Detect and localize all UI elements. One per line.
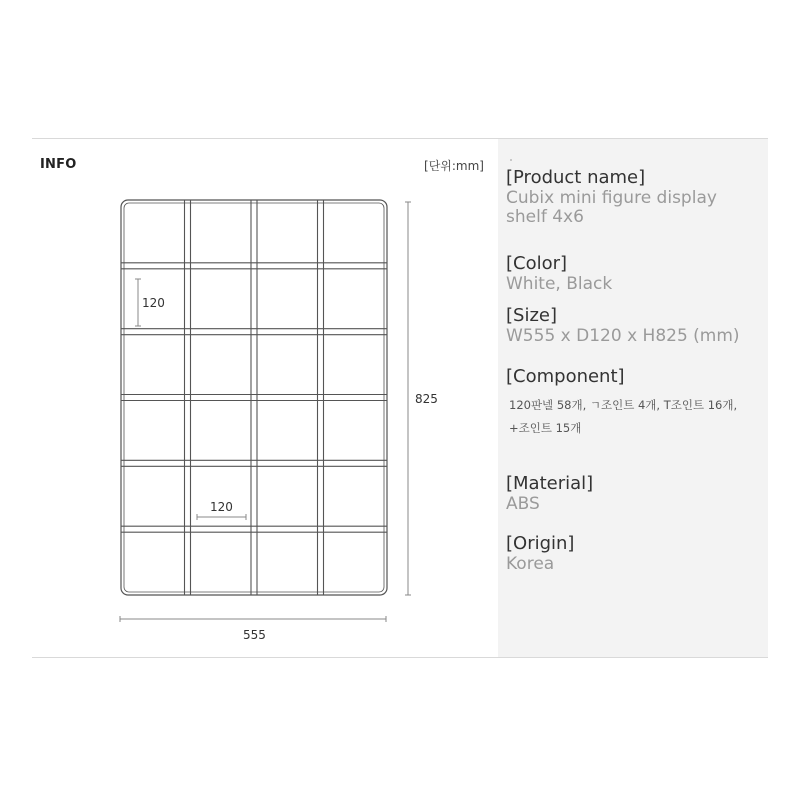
color-value: White, Black bbox=[506, 274, 613, 294]
material-heading: [Material] bbox=[506, 473, 594, 494]
spec-panel bbox=[498, 139, 768, 657]
width-label: 555 bbox=[243, 628, 266, 642]
size-heading: [Size] bbox=[506, 305, 557, 326]
cell-width-label: 120 bbox=[210, 500, 233, 514]
spec-color bbox=[506, 253, 612, 294]
spec-product-name bbox=[506, 167, 751, 227]
spec-component bbox=[506, 366, 737, 440]
material-value: ABS bbox=[506, 494, 540, 514]
component-line-1: 120판넬 58개, ㄱ조인트 4개, T조인트 16개, bbox=[509, 398, 738, 412]
shelf-inner-outline bbox=[124, 203, 384, 592]
shelf-outline bbox=[121, 200, 387, 595]
origin-heading: [Origin] bbox=[506, 533, 575, 554]
spec-origin bbox=[506, 533, 574, 574]
spec-material bbox=[506, 473, 593, 514]
info-frame bbox=[32, 138, 768, 658]
info-title: INFO bbox=[40, 157, 77, 172]
shelf-grid bbox=[121, 200, 387, 595]
color-heading: [Color] bbox=[506, 253, 568, 274]
diagram-panel bbox=[32, 139, 498, 657]
cell-height-label: 120 bbox=[142, 296, 165, 310]
component-heading: [Component] bbox=[506, 366, 625, 387]
product-name-value: Cubix mini figure display shelf 4x6 bbox=[506, 188, 717, 227]
size-value: W555 x D120 x H825 (mm) bbox=[506, 326, 740, 346]
height-label: 825 bbox=[415, 392, 438, 406]
decorative-dot bbox=[510, 159, 512, 161]
origin-value: Korea bbox=[506, 554, 555, 574]
unit-label: [단위:mm] bbox=[424, 159, 484, 173]
component-line-2: +조인트 15개 bbox=[509, 421, 582, 435]
shelf-diagram bbox=[32, 139, 498, 657]
product-name-heading: [Product name] bbox=[506, 167, 646, 188]
spec-size bbox=[506, 305, 740, 346]
